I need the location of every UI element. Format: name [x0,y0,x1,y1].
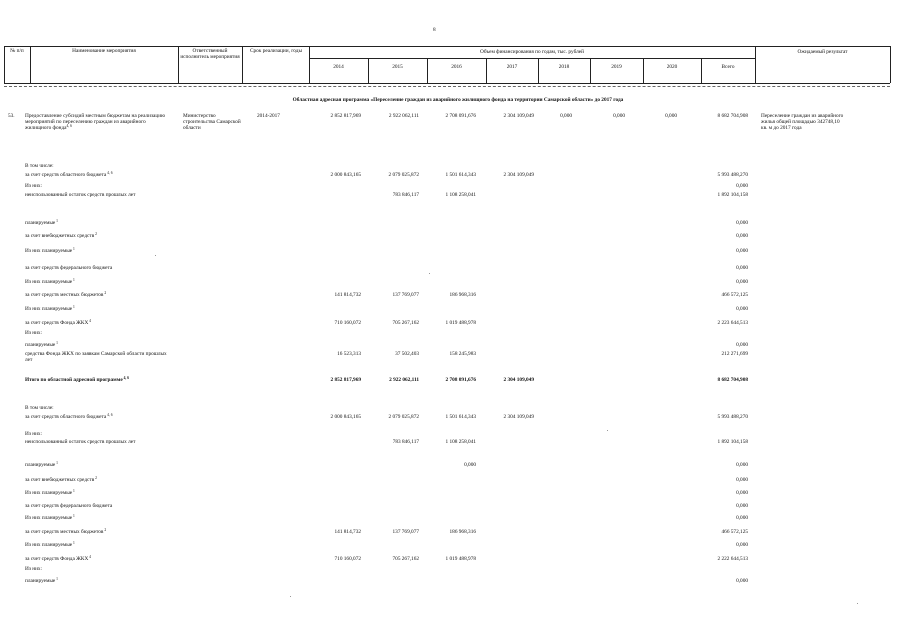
row-footnote: 4 [88,319,91,323]
row-value-2015: 37 502,403 [395,351,419,357]
row-label [25,529,106,535]
row-label [25,183,42,189]
item-responsible: Министерство строительства Самарской области [183,113,241,131]
header-result: Ожидаемый результат [797,49,848,55]
row-label-text: Из них: [25,330,43,336]
row-label [25,220,58,226]
item-2014: 2 852 817,969 [330,113,361,119]
row-value-2016: 0,000 [464,462,476,468]
row-value-2014: 2 000 843,165 [330,414,361,420]
row-label-text: за счет средств Фонда ЖКХ [25,320,89,326]
row-footnote: 1 [72,489,75,493]
row-label-text: Из них планируемые [25,542,73,548]
row-label-text: планируемые [25,220,56,226]
row-label [25,292,106,298]
row-label-text: за счет средств местных бюджетов [25,292,104,298]
row-label-text: за счет средств местных бюджетов [25,529,104,535]
row-value-total: 0,000 [736,503,748,509]
row-label [25,431,42,437]
row-footnote: 1 [72,247,75,251]
header-year-2016: 2016 [451,64,462,70]
row-value-total: 0,000 [736,542,748,548]
row-label-text: В том числе: [25,405,54,411]
item-total: 8 682 704,908 [717,113,748,119]
row-label-text: В том числе: [25,163,54,169]
row-value-2016: 2 708 091,676 [445,377,476,383]
row-label-text: Из них: [25,566,43,572]
row-value-total: 0,000 [736,220,748,226]
row-value-2016: 1 108 258,041 [445,439,476,445]
row-label [25,566,42,572]
header-responsible: Ответственный исполнитель мероприятия [180,48,240,60]
item-name-text: Предоставление субсидий местным бюджетам на реализацию мероприятий по переселению граждан из аварийного жилищного фонда [25,113,166,131]
row-label-text: средства Фонда ЖКХ по заявкам Самарской области прошлых лет [25,351,167,363]
row-footnote: 1 [55,461,58,465]
row-label-text: за счет средств федерального бюджета [25,265,113,271]
row-value-2015: 137 769,077 [392,529,419,535]
row-value-total: 0,000 [736,248,748,254]
row-value-2016: 1 019 488,978 [445,556,476,562]
row-label [25,279,75,285]
row-footnote: 1 [55,219,58,223]
item-term: 2014-2017 [257,113,280,119]
header-num: № п/п [10,48,24,54]
row-value-total: 0,000 [736,183,748,189]
row-value-2014: 710 160,072 [334,320,361,326]
row-value-2014: 710 160,072 [334,556,361,562]
row-label-text: планируемые [25,342,56,348]
header-name: Наименование мероприятия [72,48,136,54]
row-value-2015: 137 769,077 [392,292,419,298]
row-label-text: Из них планируемые [25,515,73,521]
item-number: 53. [8,113,15,119]
row-value-2017: 2 304 109,049 [503,377,534,383]
row-value-2015: 705 267,162 [392,556,419,562]
row-value-total: 0,000 [736,233,748,239]
row-label-text: Из них: [25,431,43,437]
row-value-2015: 2 079 025,872 [388,414,419,420]
row-label [25,377,175,383]
row-footnote: 1 [72,541,75,545]
row-footnote: 1 [55,577,58,581]
row-value-total: 8 682 704,908 [717,377,748,383]
row-value-2014: 2 000 843,165 [330,172,361,178]
row-label [25,233,97,239]
row-value-2017: 2 304 109,049 [503,414,534,420]
row-label-text: Из них планируемые [25,490,73,496]
row-value-2015: 2 079 025,872 [388,172,419,178]
row-label-text: неиспользованный остаток средств прошлых лет [25,439,136,445]
row-footnote: 2 [103,291,107,295]
row-label [25,163,54,169]
row-label-text: за счет средств областного бюджета [25,414,107,420]
row-footnote: 2 [103,528,107,532]
row-footnote: 2 [94,476,97,480]
row-value-2017: 2 304 109,049 [503,172,534,178]
row-value-total: 2 222 644,513 [717,556,748,562]
row-value-total: 0,000 [736,306,748,312]
row-value-2016: 1 108 258,041 [445,192,476,198]
row-value-total: 0,000 [736,515,748,521]
header-funding: Объем финансирования по годам, тыс. рублей [480,49,584,55]
header-year-2017: 2017 [506,64,518,70]
row-footnote: 4, 6 [106,171,113,175]
item-2015: 2 922 062,111 [388,113,419,119]
item-2017: 2 304 109,049 [503,113,534,119]
row-value-2016: 1 501 614,343 [445,414,476,420]
row-footnote: 1 [55,341,58,345]
header-year-2015: 2015 [392,64,403,70]
row-value-2014: 141 814,732 [334,529,361,535]
row-label [25,542,75,548]
row-label-text: за счет средств Фонда ЖКХ [25,556,89,562]
row-label-text: Итого по областной адресной программе [25,377,123,383]
row-value-2016: 1 019 488,978 [445,320,476,326]
row-label [25,192,175,198]
row-label [25,330,42,336]
row-value-total: 0,000 [736,462,748,468]
header-year-2020: 2020 [666,64,678,70]
row-value-2016: 186 968,316 [449,292,476,298]
row-label-text: за счет средств федерального бюджета [25,503,113,509]
row-value-2016: 186 968,316 [449,529,476,535]
row-value-total: 466 572,125 [721,529,748,535]
row-value-total: 0,000 [736,265,748,271]
row-label-text: планируемые [25,578,56,584]
program-title: Областная адресная программа «Переселение граждан из аварийного жилищного фонда на территории Самарской области» до 2017 года [292,97,624,103]
row-footnote: 1 [72,514,75,518]
header-year-2018: 2018 [558,64,570,70]
row-label-text: Из них: [25,183,43,189]
row-label [25,306,75,312]
item-2019: 0,000 [613,113,625,119]
row-label [25,265,112,271]
row-footnote: 4, 6 [106,413,113,417]
row-footnote: 4, 6 [122,376,130,380]
row-label [25,320,91,326]
row-label [25,172,113,178]
row-label [25,503,112,509]
header-year-2019: 2019 [611,64,622,70]
row-value-total: 1 892 104,158 [717,192,748,198]
row-label [25,578,58,584]
row-label [25,342,58,348]
row-value-2014: 16 523,313 [337,351,361,357]
row-value-total: 0,000 [736,477,748,483]
header-year-2014: 2014 [333,64,344,70]
row-value-total: 0,000 [736,342,748,348]
row-label-text: неиспользованный остаток средств прошлых лет [25,192,136,198]
row-label [25,490,75,496]
row-footnote: 2 [94,232,97,236]
row-label-text: Из них планируемые [25,279,73,285]
row-label [25,414,113,420]
row-label [25,439,175,445]
row-label [25,477,97,483]
row-value-2014: 2 852 817,969 [330,377,361,383]
row-value-2015: 783 846,117 [392,439,419,445]
row-label [25,556,91,562]
row-label-text: за счет внебюджетных средств [25,233,95,239]
row-value-2015: 705 267,162 [392,320,419,326]
row-label-text: за счет внебюджетных средств [25,477,95,483]
item-2016: 2 708 091,676 [445,113,476,119]
row-label-text: за счет средств областного бюджета [25,172,107,178]
row-value-total: 5 993 488,270 [717,172,748,178]
row-label [25,462,58,468]
item-name [25,113,173,131]
row-value-2014: 141 814,732 [334,292,361,298]
row-value-total: 1 892 104,158 [717,439,748,445]
row-value-2016: 1 501 614,343 [445,172,476,178]
row-label [25,248,75,254]
row-footnote: 1 [72,278,75,282]
row-footnote: 1 [72,305,75,309]
page-number: 8 [433,27,436,33]
row-label-text: Из них планируемые [25,306,73,312]
item-2020: 0,000 [665,113,677,119]
row-label [25,515,75,521]
row-value-total: 5 993 488,270 [717,414,748,420]
header-total: Всего [721,64,735,70]
row-value-total: 2 223 644,513 [717,320,748,326]
row-footnote: 4 [88,555,91,559]
item-name-footnote: 4, 6 [66,124,72,128]
row-value-total: 0,000 [736,490,748,496]
row-value-2015: 2 922 062,111 [389,377,419,383]
header-term: Срок реализации, годы [249,48,303,54]
row-label [25,405,54,411]
row-label-text: планируемые [25,462,56,468]
item-2018: 0,000 [560,113,572,119]
item-result: Переселение граждан из аварийного жилья общей площадью 342748,10 кв. м до 2017 года [761,113,844,131]
row-value-total: 466 572,125 [721,292,748,298]
row-value-total: 212 271,699 [721,351,748,357]
row-label-text: Из них планируемые [25,248,73,254]
row-value-2016: 158 245,983 [449,351,476,357]
row-value-total: 0,000 [736,279,748,285]
row-value-2015: 783 846,117 [392,192,419,198]
row-label [25,351,175,363]
row-value-total: 0,000 [736,578,748,584]
